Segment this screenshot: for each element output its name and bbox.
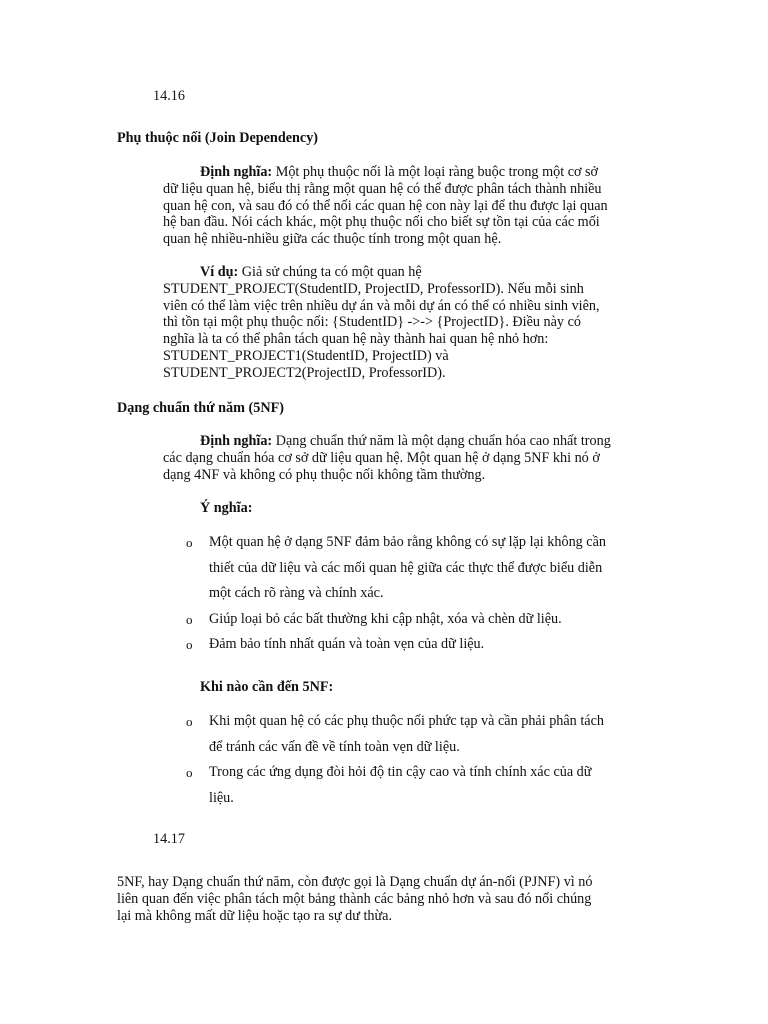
jd-definition-line: Một phụ thuộc nối là một loại ràng buộc trong một cơ sở [272,164,599,180]
jd-example-line: STUDENT_PROJECT2(ProjectID, ProfessorID). [163,364,446,381]
nf5-definition-paragraph [163,433,611,483]
list-item [186,530,606,607]
jd-example-line: STUDENT_PROJECT1(StudentID, ProjectID) và [163,347,449,364]
bullet-circle-icon: o [186,535,193,550]
bullet-line: Một quan hệ ở dạng 5NF đảm bảo rằng không có sự lặp lại không cần [209,534,606,550]
when-needed-bullet-list [186,709,604,811]
pjnf-line: liên quan đến việc phân tách một bảng thành các bảng nhỏ hơn và sau đó nối chúng [117,890,592,907]
jd-example-line: viên có thể làm việc trên nhiều dự án và mỗi dự án có thể có nhiều sinh viên, [163,297,600,314]
pjnf-paragraph [117,874,592,924]
bullet-line: Giúp loại bỏ các bất thường khi cập nhật, xóa và chèn dữ liệu. [209,610,562,627]
bullet-circle-icon: o [186,714,193,729]
bullet-circle-icon: o [186,637,193,652]
bullet-line: Khi một quan hệ có các phụ thuộc nối phức tạp và cần phải phân tách [209,713,604,729]
bullet-circle-icon: o [186,765,193,780]
bullet-line: liệu. [209,789,234,806]
jd-example-line: STUDENT_PROJECT(StudentID, ProjectID, ProfessorID). Nếu mỗi sinh [163,280,584,297]
jd-definition-paragraph [163,164,608,248]
jd-example-line: thì tồn tại một phụ thuộc nối: {StudentID} ->-> {ProjectID}. Điều này có [163,314,581,331]
list-item [186,760,604,811]
jd-example-label: Ví dụ: [200,264,239,280]
section-number-14-17: 14.17 [153,831,185,847]
section-number-14-16: 14.16 [153,88,185,104]
jd-example-line: Giả sử chúng ta có một quan hệ [238,264,422,280]
when-needed-heading: Khi nào cần đến 5NF: [200,679,334,695]
nf5-definition-line: dạng 4NF và không có phụ thuộc nối không tầm thường. [163,466,486,483]
list-item [186,607,606,633]
jd-definition-line: quan hệ con, và sau đó có thể nối các quan hệ con này lại để thu được lại quan [163,197,608,214]
jd-example-line: nghĩa là ta có thể phân tách quan hệ này thành hai quan hệ nhỏ hơn: [163,331,549,348]
jd-definition-line: quan hệ nhiều-nhiều giữa các thuộc tính trong một quan hệ. [163,231,502,248]
jd-definition-line: hệ ban đầu. Nói cách khác, một phụ thuộc nối cho biết sự tồn tại của các mối [163,214,600,231]
bullet-circle-icon: o [186,611,193,627]
jd-example-paragraph [163,264,600,382]
bullet-line: một cách rõ ràng và chính xác. [209,585,384,601]
bullet-line: Đảm bảo tính nhất quán và toàn vẹn của dữ liệu. [209,636,485,652]
list-item [186,632,606,658]
nf5-definition-label: Định nghĩa: [200,433,273,449]
join-dependency-heading: Phụ thuộc nối (Join Dependency) [117,130,319,146]
nf5-definition-line: các dạng chuẩn hóa cơ sở dữ liệu quan hệ. Một quan hệ ở dạng 5NF khi nó ở [163,449,600,466]
jd-definition-label: Định nghĩa: [200,164,273,180]
bullet-line: thiết của dữ liệu và các mối quan hệ giữa các thực thể được biểu diễn [209,559,603,576]
bullet-line: để tránh các vấn đề về tính toàn vẹn dữ liệu. [209,738,460,755]
jd-definition-line: dữ liệu quan hệ, biểu thị rằng một quan hệ có thể được phân tách thành nhiều [163,180,602,197]
bullet-line: Trong các ứng dụng đòi hỏi độ tin cậy cao và tính chính xác của dữ [209,764,592,780]
meaning-heading: Ý nghĩa: [200,500,253,516]
fifth-normal-form-heading: Dạng chuẩn thứ năm (5NF) [117,400,284,416]
meaning-bullet-list [186,530,606,658]
pjnf-line: 5NF, hay Dạng chuẩn thứ năm, còn được gọi là Dạng chuẩn dự án-nối (PJNF) vì nó [117,874,593,890]
nf5-definition-line: Dạng chuẩn thứ năm là một dạng chuẩn hóa cao nhất trong [272,433,611,449]
list-item [186,709,604,760]
pjnf-line: lại mà không mất dữ liệu hoặc tạo ra sự dư thừa. [117,907,393,924]
